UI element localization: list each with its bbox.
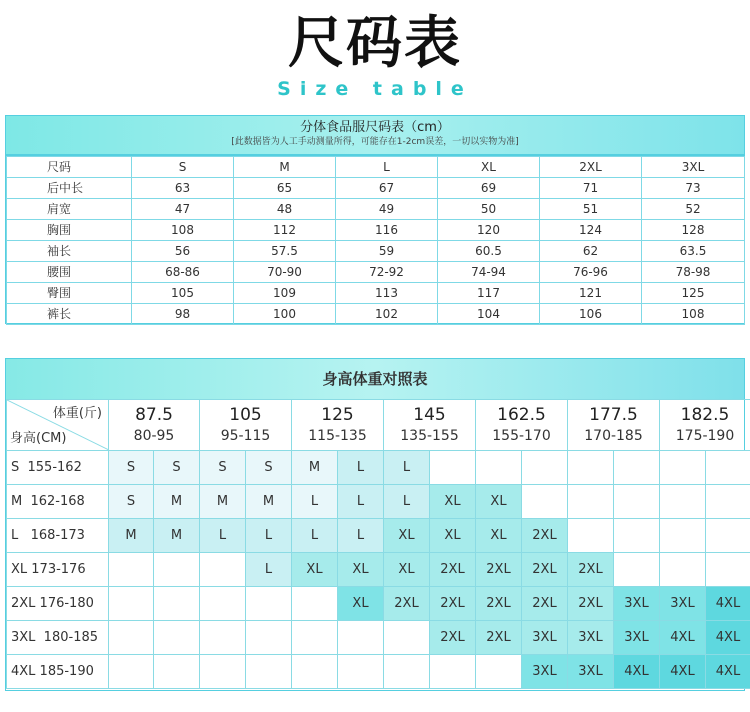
- size-row-label: 尺码: [7, 157, 132, 178]
- size-recommendation-cell: 4XL: [706, 621, 750, 655]
- size-cell: 3XL: [642, 157, 745, 178]
- weight-value: 162.5: [497, 404, 546, 425]
- hw-row: [7, 485, 750, 519]
- size-recommendation-cell: [476, 655, 522, 689]
- size-recommendation-cell: [660, 519, 706, 553]
- weight-column-header: [660, 400, 750, 451]
- weight-range: 80-95: [133, 427, 175, 444]
- size-recommendation-cell: [614, 485, 660, 519]
- size-cell: 108: [642, 304, 745, 325]
- size-cell: 52: [642, 199, 745, 220]
- size-recommendation-cell: 3XL: [614, 587, 660, 621]
- size-recommendation-cell: L: [246, 553, 292, 587]
- size-cell: 98: [132, 304, 234, 325]
- size-recommendation-cell: [522, 485, 568, 519]
- size-cell: 67: [336, 178, 438, 199]
- weight-column-header: [109, 400, 200, 451]
- size-recommendation-cell: 2XL: [476, 621, 522, 655]
- size-recommendation-cell: [200, 553, 246, 587]
- size-recommendation-cell: [660, 451, 706, 485]
- size-cell: 100: [234, 304, 336, 325]
- size-row: [7, 283, 745, 304]
- size-cell: 59: [336, 241, 438, 262]
- size-recommendation-cell: XL: [338, 553, 384, 587]
- size-cell: 106: [540, 304, 642, 325]
- size-row-label: 后中长: [7, 178, 132, 199]
- size-row-label: 胸围: [7, 220, 132, 241]
- size-recommendation-cell: [200, 621, 246, 655]
- size-recommendation-cell: 3XL: [568, 655, 614, 689]
- size-recommendation-cell: M: [154, 485, 200, 519]
- hw-row: [7, 451, 750, 485]
- page-title: 尺码表: [288, 11, 462, 76]
- hw-row: [7, 587, 750, 621]
- size-row-label: 腰围: [7, 262, 132, 283]
- size-recommendation-cell: 3XL: [522, 655, 568, 689]
- size-recommendation-cell: L: [384, 485, 430, 519]
- size-recommendation-cell: [614, 451, 660, 485]
- height-row-label: M 162-168: [7, 485, 109, 519]
- size-recommendation-cell: [154, 655, 200, 689]
- size-row: [7, 262, 745, 283]
- corner-weight-label: 体重(斤): [52, 406, 102, 421]
- size-row-label: 袖长: [7, 241, 132, 262]
- size-table-grid: [6, 156, 745, 325]
- size-recommendation-cell: 4XL: [706, 655, 750, 689]
- size-table-header: [6, 116, 744, 156]
- size-row-label: 裤长: [7, 304, 132, 325]
- size-recommendation-cell: M: [246, 485, 292, 519]
- size-cell: 48: [234, 199, 336, 220]
- size-cell: 102: [336, 304, 438, 325]
- size-cell: 120: [438, 220, 540, 241]
- size-recommendation-cell: [109, 621, 154, 655]
- size-row: [7, 220, 745, 241]
- size-recommendation-cell: S: [109, 485, 154, 519]
- size-cell: 72-92: [336, 262, 438, 283]
- size-recommendation-cell: [568, 451, 614, 485]
- size-recommendation-cell: L: [338, 451, 384, 485]
- size-recommendation-cell: [384, 655, 430, 689]
- size-recommendation-cell: 2XL: [522, 519, 568, 553]
- size-recommendation-cell: [109, 655, 154, 689]
- weight-value: 105: [229, 404, 262, 425]
- size-recommendation-cell: [476, 451, 522, 485]
- size-row: [7, 178, 745, 199]
- weight-value: 125: [321, 404, 354, 425]
- size-recommendation-cell: L: [384, 451, 430, 485]
- weight-value: 145: [413, 404, 446, 425]
- size-recommendation-cell: XL: [338, 587, 384, 621]
- weight-column-header: [292, 400, 384, 451]
- size-recommendation-cell: S: [200, 451, 246, 485]
- height-row-label: 2XL 176-180: [7, 587, 109, 621]
- height-weight-table: [5, 358, 745, 691]
- size-recommendation-cell: 2XL: [384, 587, 430, 621]
- size-recommendation-cell: S: [246, 451, 292, 485]
- page-subtitle: Size table: [277, 78, 473, 100]
- size-cell: 57.5: [234, 241, 336, 262]
- hw-row: [7, 519, 750, 553]
- size-recommendation-cell: 3XL: [522, 621, 568, 655]
- size-recommendation-cell: [706, 553, 750, 587]
- size-cell: 65: [234, 178, 336, 199]
- size-table-note: [此数据皆为人工手动测量所得，可能存在1-2cm误差，一切以实物为准]: [231, 137, 519, 147]
- weight-value: 177.5: [589, 404, 638, 425]
- size-cell: 69: [438, 178, 540, 199]
- size-recommendation-cell: [706, 451, 750, 485]
- size-recommendation-cell: [154, 621, 200, 655]
- hw-corner-cell: [7, 400, 109, 451]
- size-recommendation-cell: [706, 519, 750, 553]
- size-recommendation-cell: S: [154, 451, 200, 485]
- size-recommendation-cell: [660, 485, 706, 519]
- size-cell: 63.5: [642, 241, 745, 262]
- size-recommendation-cell: [706, 485, 750, 519]
- size-recommendation-cell: L: [338, 519, 384, 553]
- size-cell: 56: [132, 241, 234, 262]
- size-recommendation-cell: 4XL: [660, 621, 706, 655]
- hw-row: [7, 655, 750, 689]
- size-recommendation-cell: 4XL: [706, 587, 750, 621]
- size-recommendation-cell: L: [292, 485, 338, 519]
- weight-range: 135-155: [400, 427, 459, 444]
- size-cell: 70-90: [234, 262, 336, 283]
- size-cell: XL: [438, 157, 540, 178]
- size-cell: 105: [132, 283, 234, 304]
- size-recommendation-cell: [568, 485, 614, 519]
- size-recommendation-cell: XL: [476, 485, 522, 519]
- size-recommendation-cell: L: [246, 519, 292, 553]
- size-cell: 63: [132, 178, 234, 199]
- size-recommendation-cell: [109, 587, 154, 621]
- size-recommendation-cell: [246, 587, 292, 621]
- size-row: [7, 304, 745, 325]
- size-recommendation-cell: L: [292, 519, 338, 553]
- size-recommendation-cell: 2XL: [476, 587, 522, 621]
- size-cell: M: [234, 157, 336, 178]
- size-recommendation-cell: [292, 587, 338, 621]
- size-recommendation-cell: [246, 655, 292, 689]
- size-recommendation-cell: M: [109, 519, 154, 553]
- size-recommendation-cell: 2XL: [430, 587, 476, 621]
- size-row: [7, 157, 745, 178]
- size-recommendation-cell: XL: [430, 519, 476, 553]
- size-row-label: 臀围: [7, 283, 132, 304]
- size-recommendation-cell: M: [292, 451, 338, 485]
- height-row-label: 3XL 180-185: [7, 621, 109, 655]
- size-recommendation-cell: 2XL: [568, 553, 614, 587]
- size-cell: 125: [642, 283, 745, 304]
- size-recommendation-cell: 2XL: [568, 587, 614, 621]
- size-recommendation-cell: [338, 655, 384, 689]
- size-cell: 128: [642, 220, 745, 241]
- size-recommendation-cell: [660, 553, 706, 587]
- size-recommendation-cell: 2XL: [476, 553, 522, 587]
- weight-column-header: [200, 400, 292, 451]
- size-recommendation-cell: [292, 655, 338, 689]
- weight-range: 115-135: [308, 427, 367, 444]
- height-row-label: 4XL 185-190: [7, 655, 109, 689]
- size-row-label: 肩宽: [7, 199, 132, 220]
- size-recommendation-cell: 2XL: [430, 621, 476, 655]
- size-cell: 113: [336, 283, 438, 304]
- size-cell: 116: [336, 220, 438, 241]
- size-recommendation-cell: XL: [476, 519, 522, 553]
- size-table-title: 分体食品服尺码表（cm）: [300, 120, 450, 135]
- size-recommendation-cell: [200, 655, 246, 689]
- size-cell: 47: [132, 199, 234, 220]
- weight-range: 170-185: [584, 427, 643, 444]
- weight-range: 175-190: [675, 427, 735, 444]
- size-cell: 51: [540, 199, 642, 220]
- size-cell: 121: [540, 283, 642, 304]
- size-recommendation-cell: [568, 519, 614, 553]
- size-recommendation-cell: XL: [292, 553, 338, 587]
- size-recommendation-cell: 2XL: [430, 553, 476, 587]
- size-cell: 2XL: [540, 157, 642, 178]
- size-recommendation-cell: [614, 553, 660, 587]
- size-recommendation-cell: [154, 587, 200, 621]
- weight-range: 155-170: [492, 427, 551, 444]
- corner-height-label: 身高(CM): [10, 431, 67, 446]
- weight-value: 87.5: [135, 404, 173, 425]
- size-recommendation-cell: 3XL: [660, 587, 706, 621]
- size-cell: 49: [336, 199, 438, 220]
- size-cell: 60.5: [438, 241, 540, 262]
- size-cell: 50: [438, 199, 540, 220]
- weight-range: 95-115: [220, 427, 271, 444]
- size-cell: S: [132, 157, 234, 178]
- size-cell: 73: [642, 178, 745, 199]
- size-cell: 112: [234, 220, 336, 241]
- size-recommendation-cell: 4XL: [614, 655, 660, 689]
- size-cell: L: [336, 157, 438, 178]
- size-cell: 104: [438, 304, 540, 325]
- size-cell: 78-98: [642, 262, 745, 283]
- weight-column-header: [384, 400, 476, 451]
- size-recommendation-cell: 3XL: [568, 621, 614, 655]
- size-recommendation-cell: [430, 655, 476, 689]
- height-row-label: S 155-162: [7, 451, 109, 485]
- weight-column-header: [568, 400, 660, 451]
- size-recommendation-cell: [522, 451, 568, 485]
- size-recommendation-cell: XL: [384, 553, 430, 587]
- size-cell: 76-96: [540, 262, 642, 283]
- size-cell: 108: [132, 220, 234, 241]
- size-recommendation-cell: XL: [430, 485, 476, 519]
- size-recommendation-cell: 4XL: [660, 655, 706, 689]
- size-cell: 117: [438, 283, 540, 304]
- size-table: [5, 115, 745, 324]
- size-cell: 74-94: [438, 262, 540, 283]
- hw-row: [7, 621, 750, 655]
- size-recommendation-cell: 2XL: [522, 587, 568, 621]
- hw-table-title: 身高体重对照表: [6, 359, 744, 399]
- size-recommendation-cell: [338, 621, 384, 655]
- size-cell: 71: [540, 178, 642, 199]
- size-recommendation-cell: S: [109, 451, 154, 485]
- size-recommendation-cell: 2XL: [522, 553, 568, 587]
- size-recommendation-cell: [109, 553, 154, 587]
- size-recommendation-cell: L: [338, 485, 384, 519]
- size-recommendation-cell: [200, 587, 246, 621]
- size-recommendation-cell: M: [200, 485, 246, 519]
- size-recommendation-cell: [384, 621, 430, 655]
- size-recommendation-cell: [246, 621, 292, 655]
- size-recommendation-cell: [614, 519, 660, 553]
- size-recommendation-cell: 3XL: [614, 621, 660, 655]
- size-recommendation-cell: [292, 621, 338, 655]
- size-recommendation-cell: L: [200, 519, 246, 553]
- size-row: [7, 241, 745, 262]
- hw-table-grid: [6, 399, 750, 689]
- weight-column-header: [476, 400, 568, 451]
- hw-row: [7, 553, 750, 587]
- height-row-label: XL 173-176: [7, 553, 109, 587]
- size-cell: 62: [540, 241, 642, 262]
- height-row-label: L 168-173: [7, 519, 109, 553]
- size-recommendation-cell: M: [154, 519, 200, 553]
- size-cell: 109: [234, 283, 336, 304]
- weight-value: 182.5: [680, 404, 730, 425]
- hw-header-row: [7, 400, 750, 451]
- size-recommendation-cell: [430, 451, 476, 485]
- size-cell: 124: [540, 220, 642, 241]
- size-recommendation-cell: [154, 553, 200, 587]
- size-row: [7, 199, 745, 220]
- size-recommendation-cell: XL: [384, 519, 430, 553]
- size-cell: 68-86: [132, 262, 234, 283]
